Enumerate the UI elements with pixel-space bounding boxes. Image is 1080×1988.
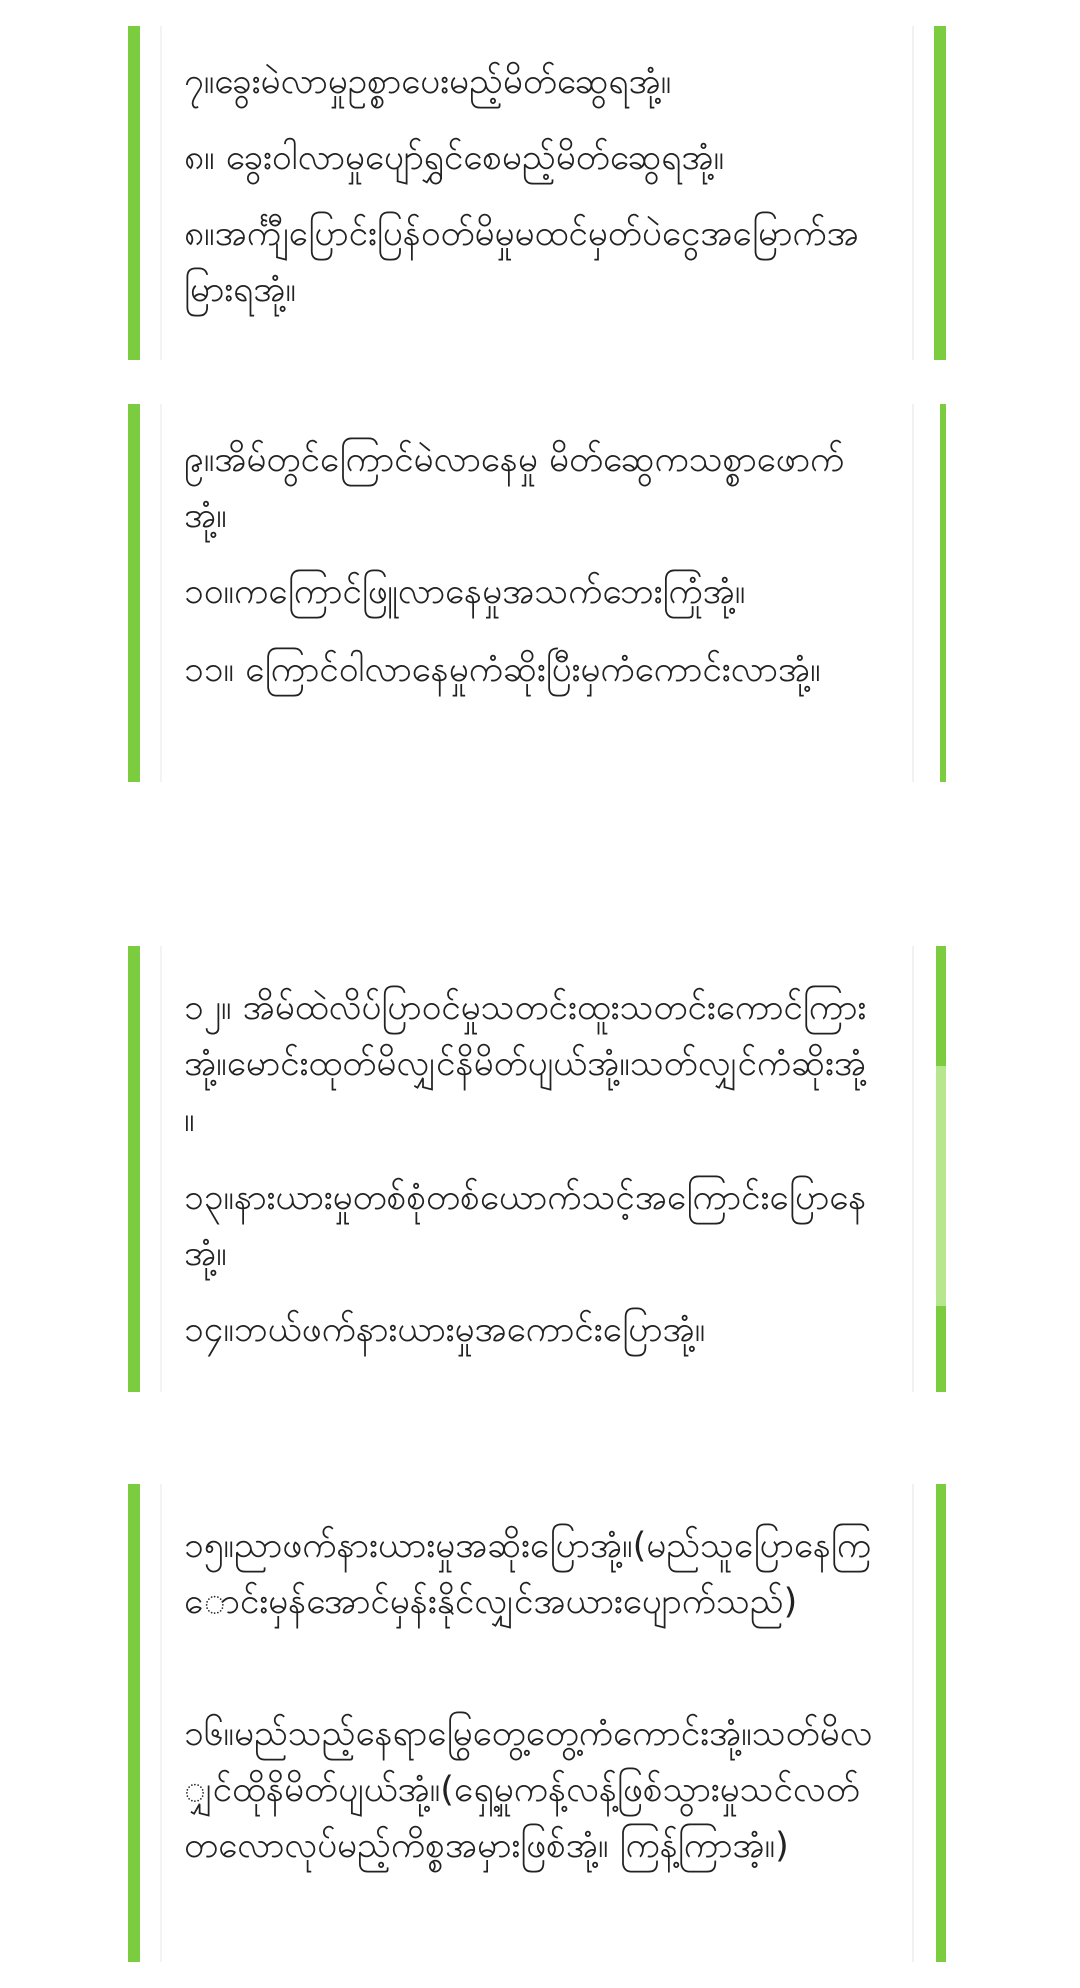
- paragraph-item-11: ၁၁။ ကြောင်ဝါလာနေမှုကံဆိုးပြီးမှကံကောင်းလာအုံ့။: [184, 650, 821, 690]
- left-accent-bar: [128, 26, 140, 360]
- paragraph-item-9: ၉။အိမ်တွင်ကြောင်မဲလာနေမှု မိတ်ဆွေကသစ္စာဖောက်အုံ့။: [184, 440, 845, 536]
- paragraph-item-14: ၁၄။ဘယ်ဖက်နားယားမှုအကောင်းပြောအုံ့။: [184, 1310, 706, 1350]
- paragraph-item-8b: ၈။အင်္ကျီပြောင်းပြန်ဝတ်မိမှုမထင်မှတ်ပဲငွေအမြောက်အမြားရအုံ့။: [184, 214, 859, 310]
- left-accent-bar: [128, 946, 140, 1392]
- paragraph-item-15: ၁၅။ညာဖက်နားယားမှုအဆိုးပြောအုံ့။(မည်သူပြောနေကြောင်းမှန်အောင်မှန်းနိုင်လျှင်အယားပျောက်သည်): [184, 1526, 872, 1622]
- left-accent-bar: [128, 1484, 140, 1962]
- text-card-4: [128, 1484, 946, 1962]
- text-card-1: [128, 26, 946, 360]
- paragraph-item-16: ၁၆။မည်သည့်နေရာမြွေတွေ့တွေ့ကံကောင်းအုံ့။သတ်မိလျှင်ထိုနိမိတ်ပျယ်အုံ့။(ရှေ့မှုကန့်လန့်ဖြစ်သွားမှုသင်လတ်တလောလုပ်မည့်ကိစ္စအမှားဖြစ်အုံ့။ ကြန့်ကြာအံ့။): [184, 1714, 873, 1866]
- paragraph-item-8a: ၈။ ခွေးဝါလာမှုပျော်ရွှင်စေမည့်မိတ်ဆွေရအုံ့။: [184, 138, 725, 178]
- paragraph-item-7: ၇။ခွေးမဲလာမှုဥစ္စာပေးမည့်မိတ်ဆွေရအုံ့။: [184, 62, 672, 102]
- right-rail: [912, 26, 914, 360]
- scroll-highlight: [936, 1066, 946, 1306]
- left-rail: [160, 1484, 162, 1962]
- left-rail: [160, 946, 162, 1392]
- text-card-3: [128, 946, 946, 1392]
- right-rail: [912, 1484, 914, 1962]
- right-accent-bar: [934, 26, 946, 360]
- left-accent-bar: [128, 404, 140, 782]
- right-accent-bar: [940, 404, 946, 782]
- text-card-2: [128, 404, 946, 782]
- left-rail: [160, 26, 162, 360]
- paragraph-item-10: ၁၀။ကကြောင်ဖြူလာနေမှုအသက်ဘေးကြုံအုံ့။: [184, 572, 746, 612]
- right-accent-bar: [936, 1484, 946, 1962]
- left-rail: [160, 404, 162, 782]
- right-rail: [912, 404, 914, 782]
- paragraph-item-13: ၁၃။နားယားမှုတစ်စုံတစ်ယောက်သင့်အကြောင်းပြောနေအုံ့။: [184, 1178, 867, 1274]
- right-rail: [912, 946, 914, 1392]
- paragraph-item-12: ၁၂။ အိမ်ထဲလိပ်ပြာဝင်မှုသတင်းထူးသတင်းကောင်ကြားအုံ့။မောင်းထုတ်မိလျှင်နိမိတ်ပျယ်အုံ့။သတ်လျှင်ကံဆိုးအုံ့။: [184, 988, 867, 1140]
